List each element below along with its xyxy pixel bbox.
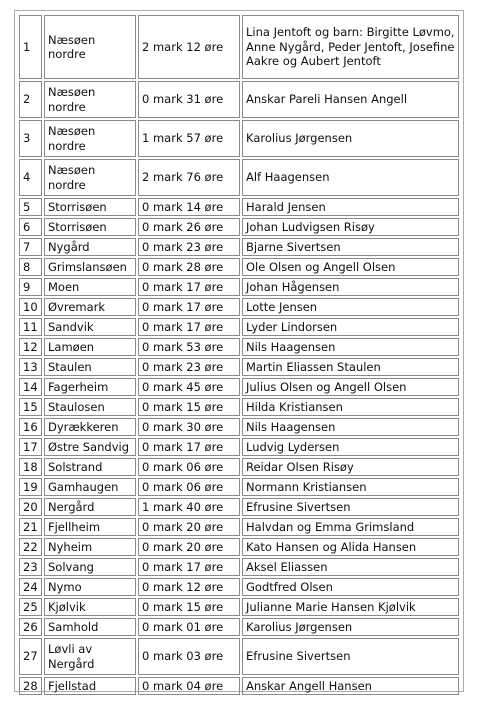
owner-cell: Lyder Lindorsen bbox=[242, 318, 459, 336]
place-cell: Nymo bbox=[44, 578, 136, 596]
property-table bbox=[17, 13, 461, 697]
table-row bbox=[19, 458, 459, 476]
table-row bbox=[19, 598, 459, 616]
place-cell: Sandvik bbox=[44, 318, 136, 336]
table-row bbox=[19, 81, 459, 118]
place-cell: Nygård bbox=[44, 238, 136, 256]
amount-cell: 0 mark 23 øre bbox=[138, 358, 240, 376]
table-row bbox=[19, 498, 459, 516]
owner-cell: Karolius Jørgensen bbox=[242, 120, 459, 157]
amount-cell: 0 mark 04 øre bbox=[138, 677, 240, 695]
amount-cell: 0 mark 20 øre bbox=[138, 518, 240, 536]
table-row bbox=[19, 258, 459, 276]
amount-cell: 0 mark 06 øre bbox=[138, 458, 240, 476]
row-number: 10 bbox=[19, 298, 42, 316]
place-cell: Lamøen bbox=[44, 338, 136, 356]
row-number: 7 bbox=[19, 238, 42, 256]
owner-cell: Reidar Olsen Risøy bbox=[242, 458, 459, 476]
row-number: 21 bbox=[19, 518, 42, 536]
place-cell: Solvang bbox=[44, 558, 136, 576]
row-number: 3 bbox=[19, 120, 42, 157]
row-number: 4 bbox=[19, 159, 42, 196]
table-row bbox=[19, 278, 459, 296]
place-cell: Næsøen nordre bbox=[44, 15, 136, 79]
amount-cell: 0 mark 03 øre bbox=[138, 638, 240, 675]
table-row bbox=[19, 120, 459, 157]
table-row bbox=[19, 518, 459, 536]
table-row bbox=[19, 15, 459, 79]
amount-cell: 0 mark 06 øre bbox=[138, 478, 240, 496]
table-frame bbox=[14, 10, 464, 692]
table-row bbox=[19, 298, 459, 316]
row-number: 16 bbox=[19, 418, 42, 436]
table-body bbox=[19, 15, 459, 695]
amount-cell: 0 mark 17 øre bbox=[138, 278, 240, 296]
place-cell: Nergård bbox=[44, 498, 136, 516]
place-cell: Gamhaugen bbox=[44, 478, 136, 496]
row-number: 8 bbox=[19, 258, 42, 276]
amount-cell: 0 mark 31 øre bbox=[138, 81, 240, 118]
place-cell: Løvli av Nergård bbox=[44, 638, 136, 675]
table-row bbox=[19, 638, 459, 675]
owner-cell: Halvdan og Emma Grimsland bbox=[242, 518, 459, 536]
owner-cell: Johan Ludvigsen Risøy bbox=[242, 218, 459, 236]
amount-cell: 0 mark 17 øre bbox=[138, 438, 240, 456]
amount-cell: 0 mark 14 øre bbox=[138, 198, 240, 216]
table-row bbox=[19, 218, 459, 236]
table-row bbox=[19, 538, 459, 556]
place-cell: Næsøen nordre bbox=[44, 120, 136, 157]
owner-cell: Nils Haagensen bbox=[242, 418, 459, 436]
place-cell: Næsøen nordre bbox=[44, 81, 136, 118]
table-row bbox=[19, 159, 459, 196]
table-row bbox=[19, 378, 459, 396]
row-number: 27 bbox=[19, 638, 42, 675]
owner-cell: Kato Hansen og Alida Hansen bbox=[242, 538, 459, 556]
row-number: 9 bbox=[19, 278, 42, 296]
place-cell: Staulen bbox=[44, 358, 136, 376]
table-row bbox=[19, 677, 459, 695]
place-cell: Kjølvik bbox=[44, 598, 136, 616]
table-row bbox=[19, 558, 459, 576]
owner-cell: Lina Jentoft og barn: Birgitte Løvmo, Anne Nygård, Peder Jentoft, Josefine Aakre og Aubert Jentoft bbox=[242, 15, 459, 79]
place-cell: Moen bbox=[44, 278, 136, 296]
table-row bbox=[19, 478, 459, 496]
place-cell: Øvremark bbox=[44, 298, 136, 316]
row-number: 11 bbox=[19, 318, 42, 336]
row-number: 22 bbox=[19, 538, 42, 556]
amount-cell: 0 mark 20 øre bbox=[138, 538, 240, 556]
table-row bbox=[19, 338, 459, 356]
row-number: 18 bbox=[19, 458, 42, 476]
amount-cell: 2 mark 76 øre bbox=[138, 159, 240, 196]
owner-cell: Hilda Kristiansen bbox=[242, 398, 459, 416]
place-cell: Solstrand bbox=[44, 458, 136, 476]
owner-cell: Lotte Jensen bbox=[242, 298, 459, 316]
owner-cell: Julianne Marie Hansen Kjølvik bbox=[242, 598, 459, 616]
amount-cell: 0 mark 28 øre bbox=[138, 258, 240, 276]
owner-cell: Bjarne Sivertsen bbox=[242, 238, 459, 256]
place-cell: Fjellheim bbox=[44, 518, 136, 536]
owner-cell: Martin Eliassen Staulen bbox=[242, 358, 459, 376]
row-number: 1 bbox=[19, 15, 42, 79]
owner-cell: Normann Kristiansen bbox=[242, 478, 459, 496]
amount-cell: 0 mark 30 øre bbox=[138, 418, 240, 436]
owner-cell: Julius Olsen og Angell Olsen bbox=[242, 378, 459, 396]
owner-cell: Aksel Eliassen bbox=[242, 558, 459, 576]
row-number: 5 bbox=[19, 198, 42, 216]
table-row bbox=[19, 398, 459, 416]
row-number: 17 bbox=[19, 438, 42, 456]
owner-cell: Johan Hågensen bbox=[242, 278, 459, 296]
amount-cell: 0 mark 26 øre bbox=[138, 218, 240, 236]
row-number: 14 bbox=[19, 378, 42, 396]
owner-cell: Efrusine Sivertsen bbox=[242, 638, 459, 675]
table-row bbox=[19, 198, 459, 216]
owner-cell: Godtfred Olsen bbox=[242, 578, 459, 596]
place-cell: Nyheim bbox=[44, 538, 136, 556]
owner-cell: Anskar Pareli Hansen Angell bbox=[242, 81, 459, 118]
amount-cell: 2 mark 12 øre bbox=[138, 15, 240, 79]
place-cell: Østre Sandvig bbox=[44, 438, 136, 456]
table-row bbox=[19, 418, 459, 436]
row-number: 23 bbox=[19, 558, 42, 576]
amount-cell: 0 mark 15 øre bbox=[138, 398, 240, 416]
table-row bbox=[19, 238, 459, 256]
table-row bbox=[19, 318, 459, 336]
row-number: 20 bbox=[19, 498, 42, 516]
amount-cell: 0 mark 01 øre bbox=[138, 618, 240, 636]
owner-cell: Harald Jensen bbox=[242, 198, 459, 216]
place-cell: Staulosen bbox=[44, 398, 136, 416]
owner-cell: Nils Haagensen bbox=[242, 338, 459, 356]
place-cell: Næsøen nordre bbox=[44, 159, 136, 196]
owner-cell: Ole Olsen og Angell Olsen bbox=[242, 258, 459, 276]
place-cell: Samhold bbox=[44, 618, 136, 636]
place-cell: Storrisøen bbox=[44, 218, 136, 236]
row-number: 13 bbox=[19, 358, 42, 376]
amount-cell: 0 mark 17 øre bbox=[138, 298, 240, 316]
amount-cell: 0 mark 45 øre bbox=[138, 378, 240, 396]
place-cell: Fagerheim bbox=[44, 378, 136, 396]
amount-cell: 0 mark 23 øre bbox=[138, 238, 240, 256]
owner-cell: Karolius Jørgensen bbox=[242, 618, 459, 636]
owner-cell: Efrusine Sivertsen bbox=[242, 498, 459, 516]
place-cell: Fjellstad bbox=[44, 677, 136, 695]
row-number: 25 bbox=[19, 598, 42, 616]
owner-cell: Ludvig Lydersen bbox=[242, 438, 459, 456]
owner-cell: Alf Haagensen bbox=[242, 159, 459, 196]
amount-cell: 0 mark 53 øre bbox=[138, 338, 240, 356]
row-number: 2 bbox=[19, 81, 42, 118]
row-number: 6 bbox=[19, 218, 42, 236]
row-number: 28 bbox=[19, 677, 42, 695]
row-number: 19 bbox=[19, 478, 42, 496]
row-number: 12 bbox=[19, 338, 42, 356]
place-cell: Dyrækkeren bbox=[44, 418, 136, 436]
row-number: 15 bbox=[19, 398, 42, 416]
place-cell: Storrisøen bbox=[44, 198, 136, 216]
table-row bbox=[19, 438, 459, 456]
amount-cell: 0 mark 12 øre bbox=[138, 578, 240, 596]
amount-cell: 1 mark 40 øre bbox=[138, 498, 240, 516]
amount-cell: 1 mark 57 øre bbox=[138, 120, 240, 157]
place-cell: Grimslansøen bbox=[44, 258, 136, 276]
table-row bbox=[19, 578, 459, 596]
table-row bbox=[19, 358, 459, 376]
amount-cell: 0 mark 17 øre bbox=[138, 558, 240, 576]
owner-cell: Anskar Angell Hansen bbox=[242, 677, 459, 695]
row-number: 26 bbox=[19, 618, 42, 636]
row-number: 24 bbox=[19, 578, 42, 596]
amount-cell: 0 mark 17 øre bbox=[138, 318, 240, 336]
amount-cell: 0 mark 15 øre bbox=[138, 598, 240, 616]
table-row bbox=[19, 618, 459, 636]
